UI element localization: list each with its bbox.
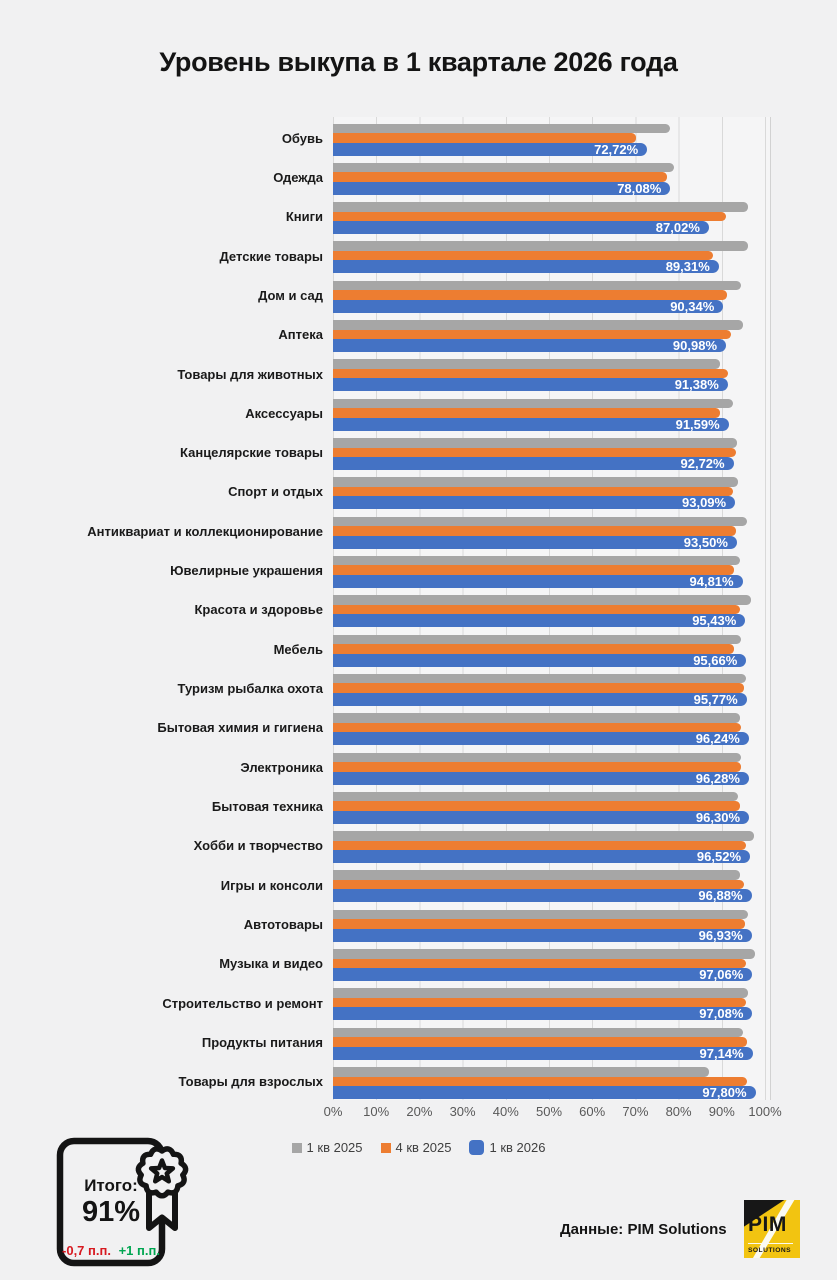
- bar-group: [333, 628, 746, 667]
- bar-value-label: 93,09%: [682, 495, 727, 511]
- bar-value-label: 90,34%: [670, 298, 715, 314]
- category-label: Мебель: [273, 641, 323, 657]
- legend-label: 4 кв 2025: [395, 1140, 452, 1155]
- category-label: Обувь: [281, 130, 323, 146]
- category-label: Детские товары: [219, 248, 323, 264]
- bar-q4-2025: [333, 330, 731, 340]
- bar-q1-2026: [333, 968, 752, 981]
- bar-q1-2025: [333, 163, 674, 173]
- bar-group: [333, 549, 743, 588]
- bar-q1-2025: [333, 124, 670, 134]
- category-row: [0, 117, 820, 156]
- bar-group: [333, 707, 749, 746]
- category-label: Строительство и ремонт: [162, 995, 323, 1011]
- category-label: Одежда: [273, 169, 323, 185]
- bar-q4-2025: [333, 408, 720, 418]
- x-axis: [0, 1104, 837, 1124]
- bar-q1-2025: [333, 831, 754, 841]
- bar-value-label: 96,30%: [695, 809, 740, 825]
- x-tick: 80%: [665, 1104, 692, 1119]
- bar-q1-2026: [333, 1047, 753, 1060]
- bar-group: [333, 314, 743, 353]
- bar-group: [333, 864, 752, 903]
- logo-rule: [748, 1243, 793, 1245]
- bar-group: [333, 235, 748, 274]
- bar-q1-2026: [333, 929, 752, 942]
- bar-group: [333, 746, 749, 785]
- logo-text-top: PIM: [748, 1213, 787, 1236]
- legend-item-q4-2025: [381, 1140, 452, 1155]
- category-label: Музыка и видео: [219, 956, 323, 972]
- bar-group: [333, 982, 752, 1021]
- category-row: [0, 785, 820, 824]
- category-row: [0, 156, 820, 195]
- bar-q1-2025: [333, 949, 755, 959]
- bar-group: [333, 392, 733, 431]
- legend-item-q1-2026: [469, 1140, 545, 1155]
- category-label: Туризм рыбалка охота: [177, 681, 323, 697]
- category-label: Спорт и отдых: [228, 484, 323, 500]
- bar-q4-2025: [333, 998, 746, 1008]
- legend-swatch: [381, 1143, 391, 1153]
- logo-text-bottom: SOLUTIONS: [748, 1247, 792, 1254]
- x-tick: 20%: [406, 1104, 433, 1119]
- category-label: Ювелирные украшения: [170, 563, 323, 579]
- bar-q1-2026: [333, 339, 726, 352]
- bar-q4-2025: [333, 723, 741, 733]
- bar-value-label: 91,59%: [675, 416, 720, 432]
- bar-q1-2026: [333, 811, 749, 824]
- bar-group: [333, 432, 737, 471]
- bar-value-label: 92,72%: [680, 456, 725, 471]
- bar-q1-2026: [333, 693, 747, 706]
- bar-q1-2025: [333, 477, 738, 487]
- category-row: [0, 746, 820, 785]
- category-row: [0, 982, 820, 1021]
- category-row: [0, 943, 820, 982]
- bar-value-label: 95,77%: [693, 691, 738, 707]
- x-tick: 70%: [622, 1104, 649, 1119]
- x-tick: 30%: [449, 1104, 476, 1119]
- category-row: [0, 864, 820, 903]
- bar-q4-2025: [333, 133, 636, 143]
- bar-value-label: 91,38%: [674, 377, 719, 393]
- legend-swatch: [292, 1143, 302, 1153]
- category-label: Хобби и творчество: [193, 838, 323, 854]
- bar-q1-2025: [333, 753, 741, 763]
- bar-value-label: 97,80%: [702, 1085, 747, 1100]
- pim-solutions-logo: [744, 1200, 800, 1258]
- bar-q4-2025: [333, 487, 733, 497]
- bar-q1-2025: [333, 517, 747, 527]
- category-label: Товары для животных: [177, 366, 323, 382]
- bar-value-label: 94,81%: [689, 573, 734, 589]
- bar-q4-2025: [333, 369, 728, 379]
- bar-value-label: 97,06%: [699, 967, 744, 983]
- category-label: Бытовая химия и гигиена: [157, 720, 323, 736]
- bar-group: [333, 156, 674, 195]
- data-source-text: Данные: PIM Solutions: [560, 1221, 727, 1238]
- bar-group: [333, 510, 747, 549]
- bar-q1-2025: [333, 320, 743, 330]
- bar-group: [333, 1061, 756, 1100]
- category-row: [0, 353, 820, 392]
- category-row: [0, 707, 820, 746]
- bar-q1-2026: [333, 378, 728, 391]
- bar-q4-2025: [333, 290, 727, 300]
- bar-q4-2025: [333, 919, 745, 929]
- bar-value-label: 95,43%: [692, 613, 737, 629]
- bar-q1-2026: [333, 654, 746, 667]
- category-label: Электроника: [240, 759, 323, 775]
- bar-q1-2025: [333, 713, 740, 723]
- bar-q1-2026: [333, 1086, 756, 1099]
- category-row: [0, 510, 820, 549]
- bar-group: [333, 785, 749, 824]
- x-tick: 10%: [363, 1104, 390, 1119]
- bar-q1-2025: [333, 438, 737, 448]
- bar-q1-2025: [333, 910, 748, 920]
- bar-q4-2025: [333, 565, 734, 575]
- bar-group: [333, 589, 751, 628]
- bar-group: [333, 353, 728, 392]
- bar-q4-2025: [333, 841, 746, 851]
- bar-q4-2025: [333, 1037, 747, 1047]
- bar-value-label: 96,88%: [698, 888, 743, 904]
- bar-q1-2026: [333, 418, 729, 431]
- bar-group: [333, 667, 747, 706]
- bar-q1-2026: [333, 889, 752, 902]
- delta-positive: +1 п.п.: [118, 1243, 160, 1258]
- category-label: Игры и консоли: [220, 877, 323, 893]
- bar-q1-2026: [333, 536, 737, 549]
- category-row: [0, 274, 820, 313]
- bar-value-label: 97,14%: [699, 1045, 744, 1061]
- bar-group: [333, 943, 755, 982]
- bar-value-label: 78,08%: [617, 180, 662, 196]
- bar-value-label: 97,08%: [699, 1006, 744, 1022]
- bar-group: [333, 274, 741, 313]
- bar-value-label: 72,72%: [594, 141, 639, 157]
- category-label: Антиквариат и коллекционирование: [87, 523, 323, 539]
- category-label: Красота и здоровье: [194, 602, 323, 618]
- bar-q1-2025: [333, 556, 740, 566]
- bar-q1-2025: [333, 635, 741, 645]
- category-row: [0, 432, 820, 471]
- bar-q1-2025: [333, 241, 748, 251]
- category-label: Книги: [285, 209, 323, 225]
- x-tick: 40%: [492, 1104, 519, 1119]
- legend-item-q1-2025: [292, 1140, 363, 1155]
- bar-q1-2026: [333, 300, 723, 313]
- bar-q1-2025: [333, 399, 733, 409]
- chart-rows: [0, 117, 820, 1100]
- category-row: [0, 549, 820, 588]
- bar-value-label: 96,93%: [698, 927, 743, 943]
- x-tick: 60%: [579, 1104, 606, 1119]
- bar-group: [333, 1021, 753, 1060]
- legend-swatch: [469, 1140, 484, 1155]
- category-row: [0, 471, 820, 510]
- x-tick: 0%: [323, 1104, 343, 1119]
- bar-value-label: 95,66%: [693, 652, 738, 668]
- chart-title: Уровень выкупа в 1 квартале 2026 года: [159, 47, 678, 77]
- x-tick: 50%: [535, 1104, 563, 1119]
- bar-q1-2026: [333, 260, 719, 273]
- bar-q4-2025: [333, 251, 713, 261]
- x-tick: 90%: [708, 1104, 735, 1119]
- bar-q1-2026: [333, 614, 745, 627]
- delta-negative: -0,7 п.п.: [62, 1243, 111, 1258]
- bar-q1-2026: [333, 732, 749, 745]
- category-label: Автотовары: [243, 916, 323, 932]
- bar-group: [333, 117, 670, 156]
- bar-value-label: 90,98%: [672, 338, 717, 354]
- bar-q4-2025: [333, 526, 736, 536]
- category-label: Канцелярские товары: [180, 445, 323, 461]
- bar-group: [333, 196, 748, 235]
- bar-q1-2025: [333, 870, 740, 880]
- bar-q1-2025: [333, 792, 738, 802]
- bar-q1-2025: [333, 988, 748, 998]
- bar-q1-2025: [333, 1028, 743, 1038]
- bar-q4-2025: [333, 683, 744, 693]
- category-row: [0, 196, 820, 235]
- bar-q1-2026: [333, 850, 750, 863]
- bar-q1-2026: [333, 772, 749, 785]
- category-label: Аптека: [278, 327, 323, 343]
- bar-value-label: 93,50%: [683, 534, 728, 550]
- legend-label: 1 кв 2025: [306, 1140, 363, 1155]
- category-row: [0, 1061, 820, 1100]
- badge-label: Итого:: [84, 1176, 138, 1195]
- category-row: [0, 903, 820, 942]
- bar-value-label: 87,02%: [655, 220, 700, 236]
- category-label: Бытовая техника: [211, 798, 323, 814]
- bar-q4-2025: [333, 605, 740, 615]
- bar-q1-2025: [333, 674, 746, 684]
- category-row: [0, 825, 820, 864]
- category-label: Товары для взрослых: [178, 1074, 323, 1090]
- bar-q1-2026: [333, 143, 647, 156]
- bar-q1-2026: [333, 496, 735, 509]
- bar-q4-2025: [333, 959, 746, 969]
- bar-q1-2025: [333, 595, 751, 605]
- bar-q1-2025: [333, 202, 748, 212]
- bar-q4-2025: [333, 448, 736, 458]
- bar-q1-2025: [333, 281, 741, 291]
- badge-value: 91%: [81, 1196, 141, 1228]
- category-row: [0, 628, 820, 667]
- category-row: [0, 314, 820, 353]
- bar-value-label: 89,31%: [665, 259, 710, 275]
- bar-value-label: 96,28%: [695, 770, 740, 786]
- legend-label: 1 кв 2026: [489, 1140, 546, 1155]
- bar-q4-2025: [333, 1077, 747, 1087]
- bar-group: [333, 903, 752, 942]
- bar-q4-2025: [333, 801, 740, 811]
- summary-badge: [54, 1132, 214, 1277]
- category-row: [0, 589, 820, 628]
- bar-group: [333, 825, 754, 864]
- bar-group: [333, 471, 738, 510]
- bar-value-label: 96,52%: [696, 849, 741, 865]
- bar-q1-2026: [333, 1007, 752, 1020]
- bar-q1-2025: [333, 359, 720, 369]
- bar-q1-2025: [333, 1067, 709, 1077]
- category-label: Дом и сад: [258, 287, 323, 303]
- category-row: [0, 235, 820, 274]
- bar-q1-2026: [333, 221, 709, 234]
- category-label: Продукты питания: [201, 1034, 323, 1050]
- category-row: [0, 392, 820, 431]
- bar-q1-2026: [333, 182, 670, 195]
- bar-q1-2026: [333, 575, 743, 588]
- bar-q4-2025: [333, 880, 744, 890]
- category-row: [0, 1021, 820, 1060]
- category-row: [0, 667, 820, 706]
- bar-q1-2026: [333, 457, 734, 470]
- bar-value-label: 96,24%: [695, 731, 740, 747]
- badge-deltas: [54, 1243, 168, 1258]
- category-label: Аксессуары: [245, 405, 323, 421]
- bar-q4-2025: [333, 762, 741, 772]
- bar-q4-2025: [333, 644, 734, 654]
- x-tick: 100%: [748, 1104, 782, 1119]
